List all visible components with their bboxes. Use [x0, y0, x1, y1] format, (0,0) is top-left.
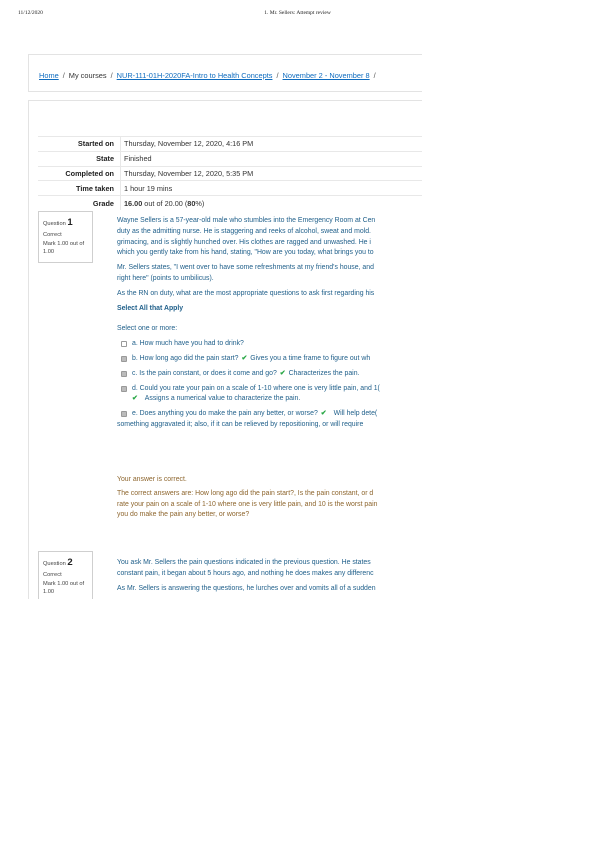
question-text-line: constant pain, it began about 5 hours ago, and nothing he does makes any differenc — [117, 569, 374, 577]
question-number: 2 — [67, 557, 73, 568]
summary-value: Thursday, November 12, 2020, 5:35 PM — [121, 166, 423, 181]
checkbox-checked[interactable] — [121, 411, 127, 417]
question-outcome-1 — [117, 475, 422, 521]
breadcrumb-section-link[interactable]: November 2 - November 8 — [282, 71, 370, 80]
breadcrumb — [39, 71, 380, 80]
question-text-line: You ask Mr. Sellers the pain questions indicated in the previous question. He states — [117, 559, 371, 566]
summary-row — [38, 196, 422, 210]
question-state: Correct — [43, 231, 62, 238]
answer-option-c[interactable] — [117, 369, 422, 380]
breadcrumb-separator: / — [276, 71, 279, 80]
grade-end: %) — [195, 198, 205, 208]
print-title: 1. Mr. Sellers: Attempt review — [264, 10, 331, 16]
answer-option-d[interactable] — [117, 384, 422, 406]
question-label: Question — [43, 561, 66, 567]
check-icon: ✔ — [132, 395, 138, 403]
question-prompt: As the RN on duty, what are the most appropriate questions to ask first regarding his — [117, 289, 375, 297]
outcome-text: Your answer is correct. — [117, 476, 187, 483]
option-label: a. How much have you had to drink? — [132, 340, 244, 348]
statement-line: Mr. Sellers states, "I went over to have some refreshments at my friend's house, and — [117, 264, 374, 272]
summary-value: Thursday, November 12, 2020, 4:16 PM — [121, 137, 423, 152]
option-label: e. Does anything you do make the pain any better, or worse? — [132, 410, 318, 418]
print-date: 11/12/2020 — [18, 10, 43, 16]
checkbox-unchecked[interactable] — [121, 341, 127, 347]
option-feedback: Assigns a numerical value to characterize the pain. — [144, 395, 301, 403]
question-text-line: grimacing, and is slightly hunched over. His clothes are ragged and unwashed. He i — [117, 238, 371, 246]
correct-answer-line: rate your pain on a scale of 1-10 where one is very little pain, and 10 is the worst pain — [117, 500, 378, 508]
option-feedback: Will help dete( — [333, 410, 378, 418]
checkbox-checked[interactable] — [121, 371, 127, 377]
grade-out-of: out of 20.00 ( — [142, 198, 188, 208]
answer-option-e[interactable] — [117, 409, 422, 431]
summary-label: Started on — [38, 137, 121, 152]
grade-percent: 80 — [187, 198, 196, 208]
correct-answer-line: you do make the pain any better, or worse? — [117, 511, 250, 519]
breadcrumb-my-courses: My courses — [68, 71, 107, 80]
check-icon: ✔ — [320, 410, 327, 418]
question-info-2 — [38, 551, 93, 599]
grade-score: 16.00 — [124, 198, 143, 208]
summary-label: Completed on — [38, 166, 121, 181]
question-text-line: which you gently take from his hand, stating, "How are you today, what brings you to — [117, 249, 374, 257]
question-number: 1 — [67, 217, 73, 228]
breadcrumb-container — [28, 54, 422, 92]
select-all-instruction: Select All that Apply — [117, 304, 184, 312]
answer-option-b[interactable] — [117, 354, 422, 365]
question-text-2 — [117, 558, 422, 598]
summary-value: Finished — [121, 151, 423, 166]
question-text-line: As Mr. Sellers is answering the questions, he lurches over and vomits all of a sudden — [117, 584, 376, 592]
question-mark: Mark 1.00 out of 1.00 — [43, 241, 85, 256]
option-feedback-continued: something aggravated it; also, if it can be relieved by repositioning, or will require — [117, 420, 364, 428]
question-text-line: Wayne Sellers is a 57-year-old male who stumbles into the Emergency Room at Cen — [117, 217, 376, 224]
check-icon: ✔ — [279, 369, 286, 377]
page-content — [28, 54, 422, 599]
statement-line: right here" (points to umbilicus). — [117, 274, 214, 282]
summary-row — [38, 151, 422, 166]
summary-label: Grade — [38, 196, 121, 210]
select-prompt: Select one or more: — [117, 325, 178, 333]
checkbox-checked[interactable] — [121, 356, 127, 362]
breadcrumb-home-link[interactable]: Home — [39, 71, 59, 80]
question-state: Correct — [43, 571, 62, 578]
grade-value — [121, 196, 423, 210]
option-label: b. How long ago did the pain start? — [132, 354, 239, 362]
summary-row — [38, 166, 422, 181]
breadcrumb-separator: / — [62, 71, 65, 80]
summary-row — [38, 181, 422, 196]
breadcrumb-separator: / — [110, 71, 113, 80]
answer-option-a[interactable] — [117, 339, 422, 350]
summary-value: 1 hour 19 mins — [121, 181, 423, 196]
option-label: d. Could you rate your pain on a scale of 1-10 where one is very little pain, and 1( — [132, 384, 380, 392]
summary-row — [38, 137, 422, 152]
question-mark: Mark 1.00 out of 1.00 — [43, 581, 85, 596]
question-info-1 — [38, 211, 93, 263]
checkbox-checked[interactable] — [121, 386, 127, 392]
breadcrumb-course-link[interactable]: NUR-111-01H-2020FA-Intro to Health Concepts — [116, 71, 273, 80]
question-text-1 — [117, 216, 422, 435]
breadcrumb-separator: / — [373, 71, 376, 80]
check-icon: ✔ — [241, 354, 248, 362]
option-feedback: Gives you a time frame to figure out wh — [250, 354, 371, 362]
question-text-line: duty as the admitting nurse. He is staggering and reeks of alcohol, sweat and mold. — [117, 227, 371, 235]
option-label: c. Is the pain constant, or does it come and go? — [132, 369, 277, 377]
question-label: Question — [43, 221, 66, 227]
option-feedback: Characterizes the pain. — [288, 369, 360, 377]
summary-label: State — [38, 151, 121, 166]
attempt-summary-table — [38, 136, 422, 210]
summary-label: Time taken — [38, 181, 121, 196]
correct-answer-line: The correct answers are: How long ago did the pain start?, Is the pain constant, or d — [117, 489, 374, 497]
